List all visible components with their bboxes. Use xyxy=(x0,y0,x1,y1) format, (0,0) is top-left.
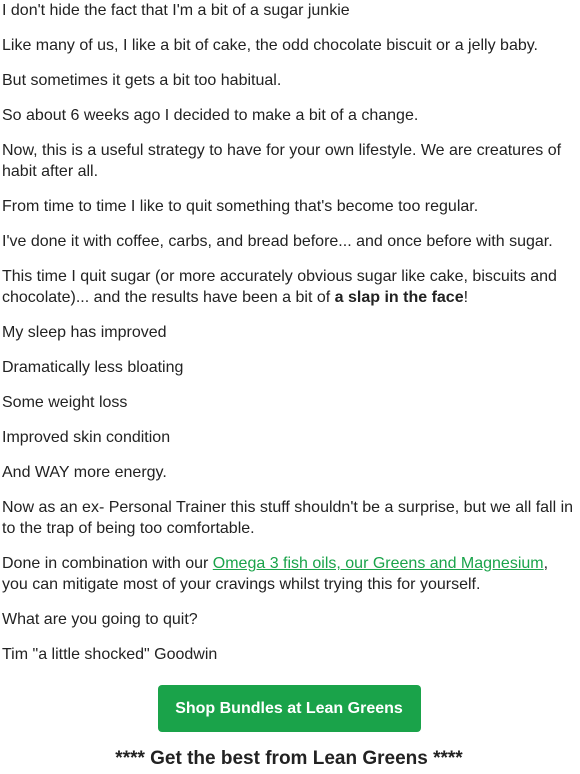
quit-sugar-text: This time I quit sugar (or more accurately obvious sugar like cake, biscuits and chocolate)... and the results have been a bit of xyxy=(2,268,557,306)
strategy-paragraph: Now, this is a useful strategy to have for your own lifestyle. We are creatures of habit after all. xyxy=(2,142,562,180)
result-item: Some weight loss xyxy=(2,394,128,411)
history-paragraph: I've done it with coffee, carbs, and bread before... and once before with sugar. xyxy=(2,233,553,250)
trainer-paragraph: Now as an ex- Personal Trainer this stuff shouldn't be a surprise, but we all fall in to the trap of being too comfortable. xyxy=(2,499,574,537)
habitual-paragraph: But sometimes it gets a bit too habitual. xyxy=(2,72,282,89)
result-item: Improved skin condition xyxy=(2,429,171,446)
quit-sugar-end: ! xyxy=(463,289,469,306)
footer-heading: **** Get the best from Lean Greens **** xyxy=(115,748,463,769)
intro-paragraph: I don't hide the fact that I'm a bit of a sugar junkie xyxy=(2,2,350,19)
quit-sugar-paragraph xyxy=(2,266,576,308)
combination-end: , you can mitigate most of your cravings whilst trying this for yourself. xyxy=(2,555,549,593)
result-item: My sleep has improved xyxy=(2,324,167,341)
cake-paragraph: Like many of us, I like a bit of cake, the odd chocolate biscuit or a jelly baby. xyxy=(2,37,538,54)
signoff: Tim "a little shocked" Goodwin xyxy=(2,646,218,663)
result-item: Dramatically less bloating xyxy=(2,359,184,376)
quit-regular-paragraph: From time to time I like to quit something that's become too regular. xyxy=(2,198,479,215)
change-paragraph: So about 6 weeks ago I decided to make a bit of a change. xyxy=(2,107,419,124)
slap-in-face-emphasis: a slap in the face xyxy=(334,289,464,306)
combination-text: Done in combination with our xyxy=(2,555,213,572)
shop-bundles-button[interactable]: Shop Bundles at Lean Greens xyxy=(158,685,421,732)
question-paragraph: What are you going to quit? xyxy=(2,611,198,628)
combination-paragraph xyxy=(2,553,576,595)
cta-container xyxy=(2,685,576,732)
result-item: And WAY more energy. xyxy=(2,464,167,481)
products-link[interactable]: Omega 3 fish oils, our Greens and Magnesium xyxy=(212,555,544,572)
